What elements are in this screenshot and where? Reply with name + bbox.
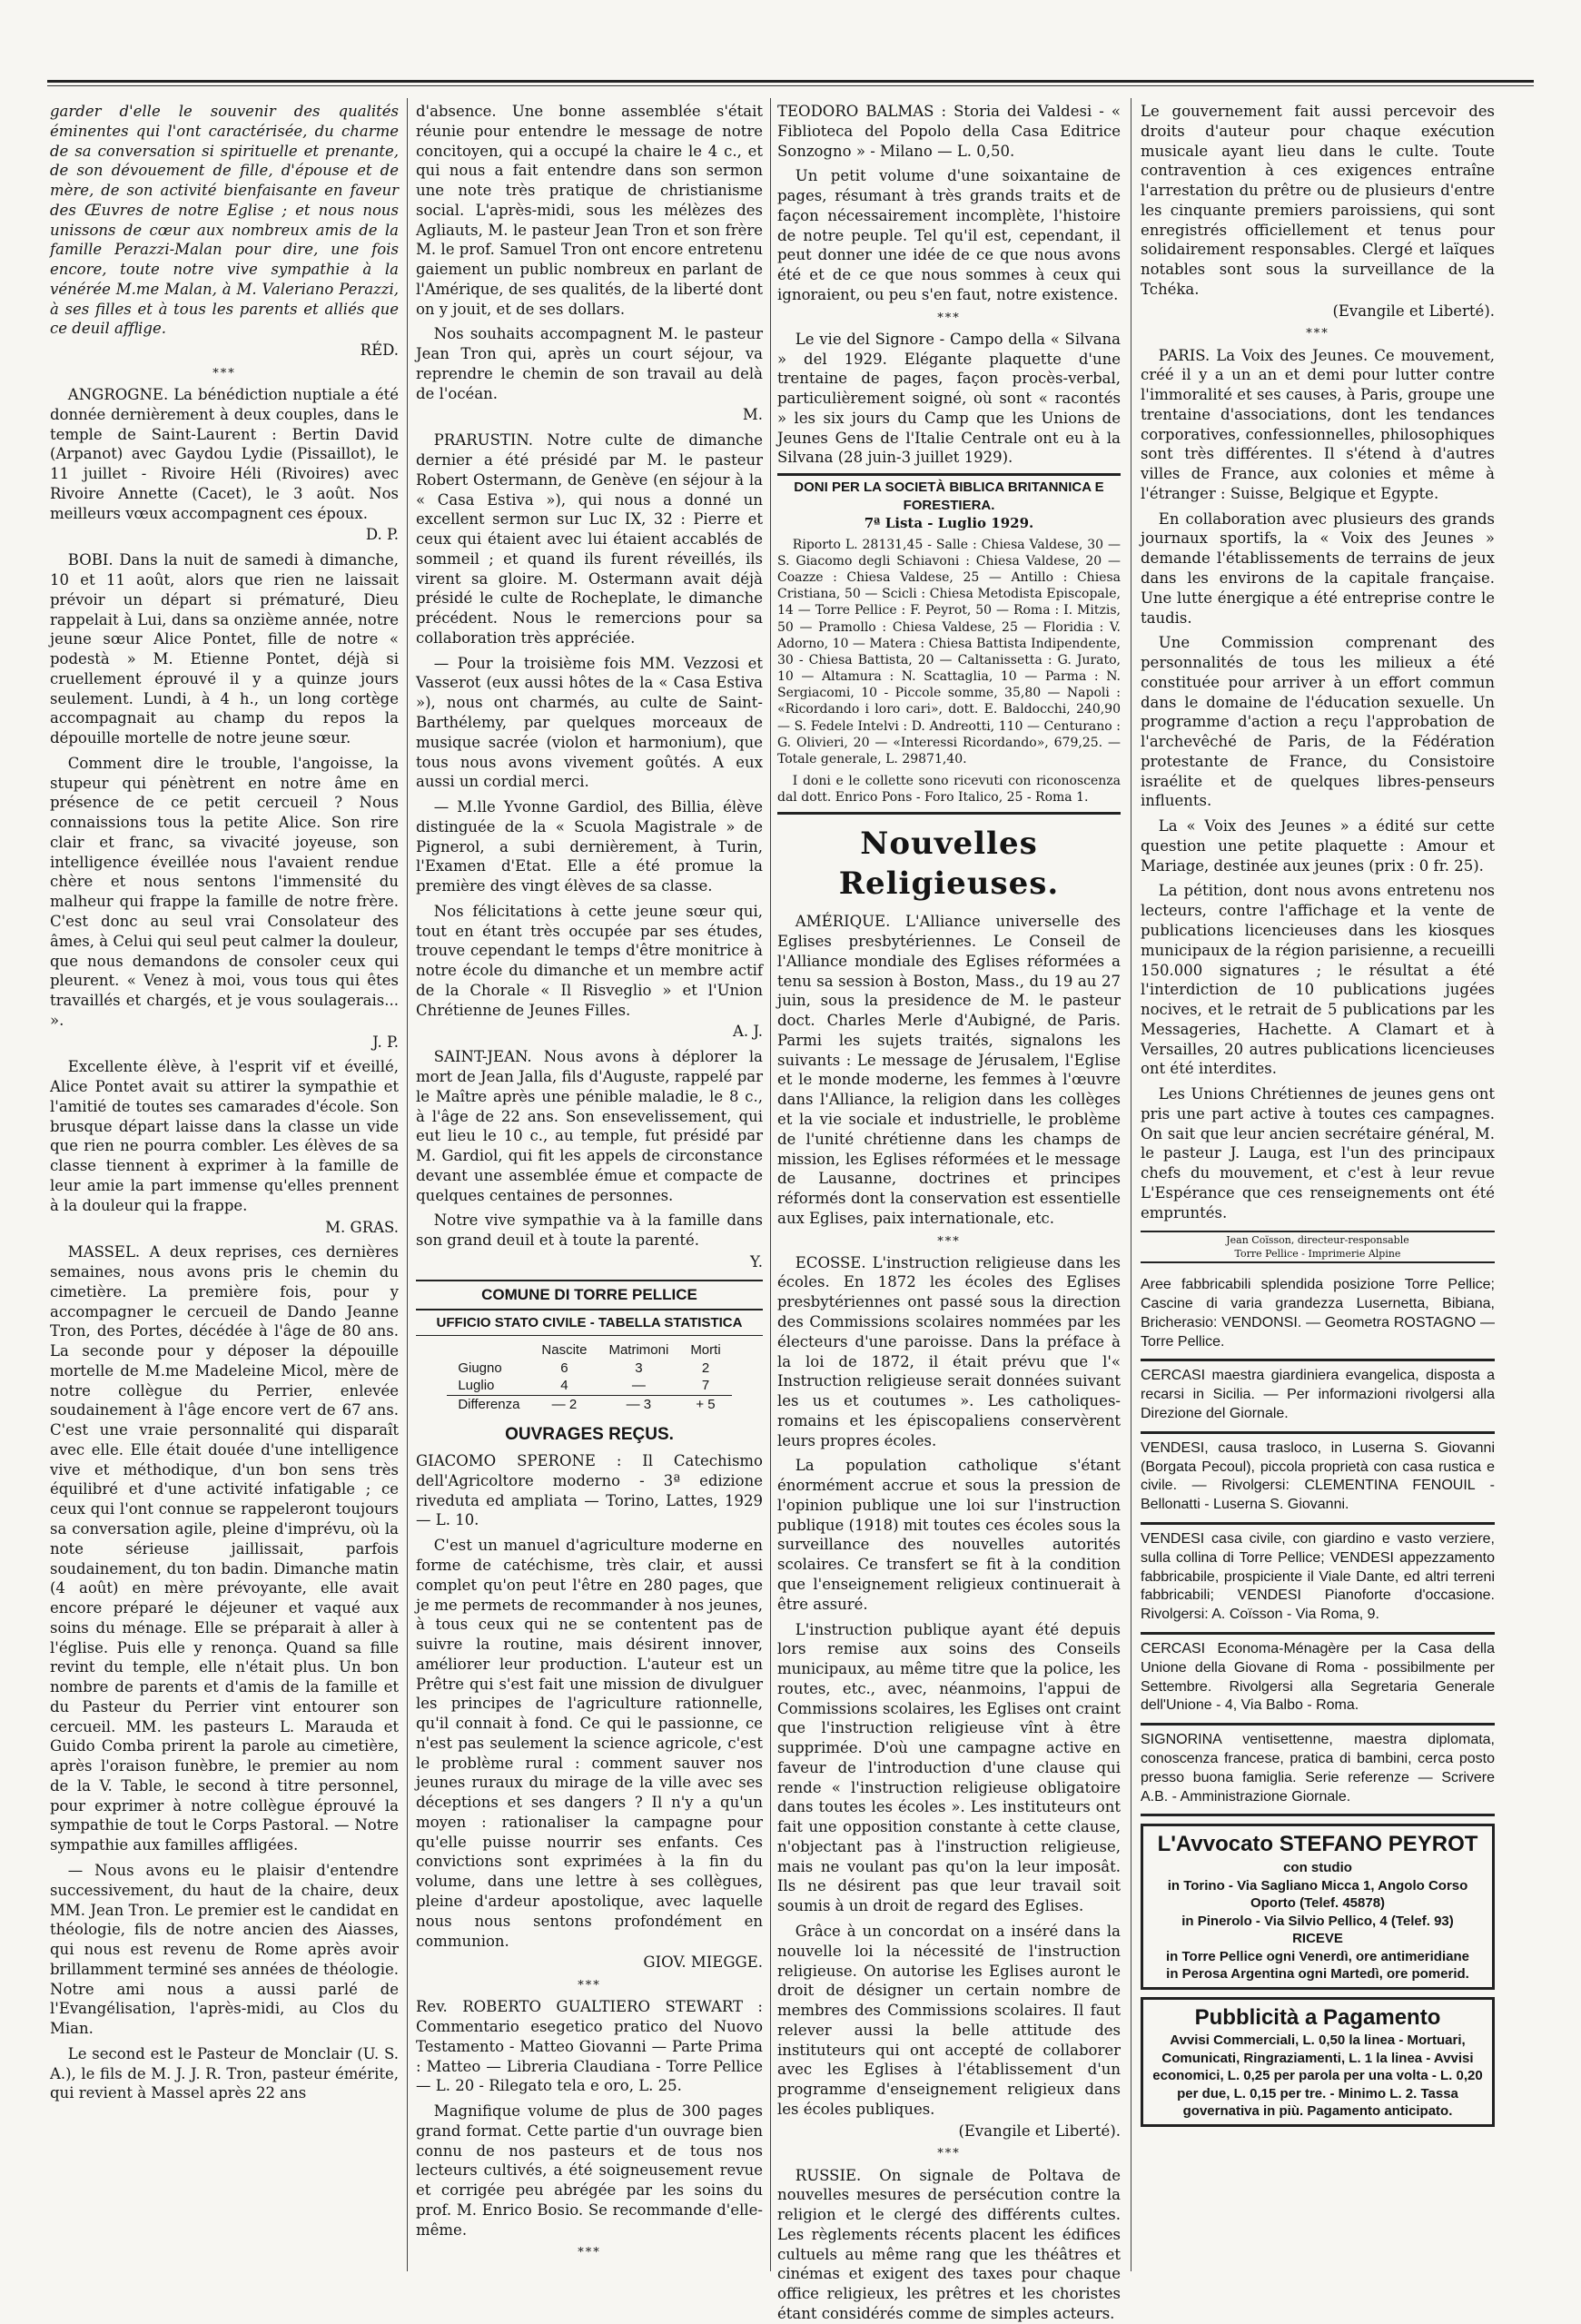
ufficio-title: UFFICIO STATO CIVILE - TABELLA STATISTICA xyxy=(416,1314,763,1336)
row-label: Luglio xyxy=(458,1378,495,1394)
row-label: Differenza xyxy=(458,1397,520,1413)
table-row xyxy=(447,1360,731,1378)
ouvrages-title: OUVRAGES REÇUS. xyxy=(505,1425,674,1445)
signature: RÉD. xyxy=(360,341,399,360)
ecosse-paragraph-4: Grâce à un concordat on a inséré dans la nouvelle loi la nécessité de l'instruction religieuse. On autorise les Eglises auront le droit de désigner un certain nombre de membres des Commissions scolaires. Il faut relever aussi la belle attitude des instituteurs qui ont accepté de collaborer avec les Eglises à l'établissement d'un programme d'enseignement religieux dans les écoles publiques. xyxy=(777,1922,1121,2118)
russie-paragraph: RUSSIE. On signale de Poltava de nouvelles mesures de persécution contre la religion et le clergé des différents cultes. Les règlements récents placent les édifices cultuels au même rang que les théâtres et cinémas et exigent des taxes pour chaque office religieux, les prêtres et les choristes étant considérés comme de simples acteurs. xyxy=(777,2166,1121,2322)
prarustin-paragraph-2: — Pour la troisième fois MM. Vezzosi et Vasserot (eux aussi hôtes de la « Casa Estiva »), nous ont charmés, au culte de Saint-Barthélemy, par quelques morceaux de musique sacrée (violon et harmonium), que tous nous avons vivement goûtés. A eux aussi un cordial merci. xyxy=(416,654,763,791)
massel-paragraph-3: Le second est le Pasteur de Monclair (U. S. A.), le fils de M. J. J. R. Tron, pasteur émérite, qui revient à Massel après 22 ans xyxy=(50,2044,399,2102)
balmas-review: Un petit volume d'une soixantaine de pages, résumant à très grands traits et de façon nécessairement incomplète, l'histoire de notre peuple. Tel qu'il est, cependant, il peut donner une idée de ce que nous avons été et de ce que nous sommes à ceux qui ignoraient, ou peu s'en faut, notre existence. xyxy=(777,167,1121,303)
imprint-director: Jean Coïsson, directeur-responsable xyxy=(1226,1233,1409,1246)
column-rule xyxy=(770,98,771,2271)
paris-paragraph-1: PARIS. La Voix des Jeunes. Ce mouvement, créé il y a un an et demi pour lutter contre l'immoralité et ses causes, à Paris, groupe une trentaine d'associations, dont les tendances corporatives, confessionnelles, philosophiques sont très différentes. Il s'étend à d'autres villes de France, aux colonies et même à l'étranger : Suisse, Belgique et Egypte. xyxy=(1141,346,1495,502)
separator-stars: *** xyxy=(1306,327,1329,341)
table-cell: 4 xyxy=(560,1378,568,1394)
souhaits-paragraph: Nos souhaits accompagnent M. le pasteur Jean Tron qui, après un court séjour, va reprendre le chemin de son travail au delà de l'océan. xyxy=(416,325,763,402)
separator-stars: *** xyxy=(212,366,236,381)
bobi-paragraph-3: Excellente élève, à l'esprit vif et éveillé, Alice Pontet avait su attirer la sympathie et l'amitié de toutes ses camarades d'école. Son brusque départ laisse dans la classe un vide que rien ne pourra combler. Les élèves de sa classe tiennent à exprimer à la famille de leur amie la part immense qu'elles prennent à la douleur qui la frappe. xyxy=(50,1058,399,1214)
paris-paragraph-2: En collaboration avec plusieurs des grands journaux sportifs, la « Voix des Jeunes » demande l'établissements de terrains de jeux dans les environs de la capitale française. Une lutte énergique a été entreprise contre le taudis. xyxy=(1141,509,1495,627)
column-4 xyxy=(1141,102,1495,2271)
amerique-paragraph: AMÉRIQUE. L'Alliance universelle des Eglises presbytériennes. Le Conseil de l'Alliance mondiale des Eglises réformées a tenu sa session à Boston, Mass., du 19 au 27 juin, sous la presidence de M. le pasteur doct. Charles Merle d'Aubigné, de Paris. Parmi les sujets traités, signalons les suivants : Le message de Jérusalem, l'Eglise et le monde moderne, les femmes à l'œuvre dans l'Alliance, la religion dans les collèges et la vie sociale et industrielle, le problème de l'unité chrétienne dans les champs de mission, les Eglises réformées et le message de Lausanne, doctrines et principes réformés dont la conservation est essentielle aux Eglises, paix internationale, etc. xyxy=(777,913,1121,1227)
ad-signorina: SIGNORINA ventisettenne, maestra diplomata, conoscenza francese, pratica di bambini, cerca posto presso buona famiglia. Serie referenze — Scrivere A.B. - Amministrazione Giornale. xyxy=(1141,1726,1495,1816)
paris-paragraph-3: Une Commission comprenant des personnalités de tous les milieux a été constituée pour arriver à un effort commun dans le domaine de l'éducation sexuelle. Un programme d'action a reçu l'approbation de l'archevêché de Paris, de la Fédération protestante de France, du Consistoire israélite et de quelques libres-penseurs influents. xyxy=(1141,634,1495,810)
ecosse-paragraph-3: L'instruction publique ayant été depuis lors remise aux soins des Conseils municipaux, au même titre que la police, les routes, etc., avec, néanmoins, l'appui de Commissions scolaires, les Eglises ont craint que l'instruction religieuse vînt à être supprimée. D'où une campagne active en faveur de l'introduction d'une clause qui rende « l'instruction religieuse obligatoire dans toutes les écoles ». Les instituteurs ont fait une opposition constante à cette clause, n'objectant pas à l'instruction religieuse, mais ne voulant pas qu'on la leur imposât. Ils ne désirent pas que leur travail soit soumis à un droit de regard des Eglises. xyxy=(777,1620,1121,1915)
separator-stars: *** xyxy=(937,1234,961,1249)
massel-continued: d'absence. Une bonne assemblée s'était réunie pour entendre le message de notre concitoyen, qui a occupé la chaire le 4 c., et qui nous a fait entendre dans son sermon une note très pratique de christianisme social. L'après-midi, sous les mélèzes des Agliauts, M. le pasteur Jean Tron et son frère M. le prof. Samuel Tron ont encore entretenu gaiement un public nombreux en parlant de l'Amérique, de ses qualités, de la liberté dont on y jouit, et de ses dollars. xyxy=(416,103,763,318)
prarustin-paragraph-4: Nos félicitations à cette jeune sœur qui, tout en étant très occupée par ses études, trouve cependant le temps d'être monitrice à notre école du dimanche et un membre actif de la Chorale « Il Risveglio » et l'Union Chrétienne de Jeunes Filles. xyxy=(416,902,763,1019)
doni-title: DONI PER LA SOCIETÀ BIBLICA BRITANNICA E FORESTIERA. xyxy=(777,473,1121,515)
prarustin-paragraph-3: — M.lle Yvonne Gardiol, des Billia, élève distinguée de la « Scuola Magistrale » de Pignerol, a subi dernièrement, à Turin, l'Examen d'Etat. Elle a été promue la première des vingt élèves de sa classe. xyxy=(416,798,763,895)
ad-avvocato-box xyxy=(1141,1824,1495,1989)
table-cell: — xyxy=(631,1378,646,1394)
ouvrage-1-review: C'est un manuel d'agriculture moderne en forme de catéchisme, très clair, et aussi complet qu'on peut l'être en 280 pages, que je me permets de recommander à nos jeunes, à tous ceux qui ne se contentent pas de suivre la routine, mais désirent innover, améliorer leur production. L'auteur est un Prêtre qui s'est fait une mission de divulguer les principes de l'agriculture rationnelle, qu'il connait à fond. Ce qui le passionne, ce n'est pas seulement la science agricole, c'est le problème rural : comment sauver nos jeunes ruraux du mirage de la ville avec ses déceptions et ses dangers ? Il n'y a qu'un moyen : rationaliser la campagne pour qu'elle puisse nourrir ses enfants. Ces convictions sont exprimées à la fin du volume, dans une lettre à ses collègues, pleine d'ardeur apostolique, avec laquelle nous nous sentons profondément en communion. xyxy=(416,1537,763,1950)
ecosse-paragraph-2: La population catholique s'étant énormément accrue et sous la pression de l'opinion publique une loi sur l'instruction publique (1918) mit toutes ces écoles sous la surveillance des nouvelles autorités scolaires. Ce transfert se fit à la condition que l'enseignement religieux continuerait à être assuré. xyxy=(777,1457,1121,1613)
saint-jean-paragraph-1: SAINT-JEAN. Nous avons à déplorer la mort de Jean Jalla, fils d'Auguste, rappelé par le Maître après une pénible maladie, le 8 c., à l'âge de 22 ans. Son ensevelissement, qui eut lieu le 10 c., au temple, fut présidé par M. Gardiol, qui fit les appels de circonstance devant une assemblée émue et compacte de quelques centaines de personnes. xyxy=(416,1048,763,1204)
paris-paragraph-4: La « Voix des Jeunes » a édité sur cette question une petite plaquette : Amour et Mariage, destinée aux jeunes (prix : 0 fr. 25). xyxy=(1141,817,1495,875)
ad-pubblicita-text: Avvisi Commerciali, L. 0,50 la linea - Mortuari, Comunicati, Ringraziamenti, L. 1 la linea - Avvisi economici, L. 0,25 per parola per una volta - L. 0,20 per due, L. 0,15 per tre. - Minimo L. 2. Tassa governativa in più. Pagamento anticipato. xyxy=(1152,2032,1483,2120)
ad-cercasi-maestra: CERCASI maestra giardiniera evangelica, disposta a recarsi in Sicilia. — Per informazioni rivolgersi alla Direzione del Giornale. xyxy=(1141,1361,1495,1433)
ad-avvocato-line: in Pinerolo - Via Silvio Pellico, 4 (Telef. 93) xyxy=(1181,1913,1454,1929)
ad-avvocato-title: L'Avvocato STEFANO PEYROT xyxy=(1157,1832,1478,1857)
vie-paragraph: Le vie del Signore - Campo della « Silvana » del 1929. Elégante plaquette d'une trentaine de pages, façon procès-verbal, particulièrement soigné, où sont « racontés » les six jours du Camp que les Unions de Jeunes Gens de l'Italie Centrale ont eu à la Silvana (28 juin-3 juillet 1929). xyxy=(777,330,1121,467)
prarustin-paragraph-1: PRARUSTIN. Notre culte de dimanche dernier a été présidé par M. le pasteur Robert Ostermann, de Genève (en séjour à la « Casa Estiva »), qui nous a donné un excellent sermon sur Luc IX, 32 : Pierre et ceux qui étaient avec lui étaient accablés de sommeil ; et quand ils furent réveillés, ils virent sa gloire. M. Ostermann avait déjà présidé le culte de Rocheplate, le dimanche précédent. Nous le remercions pour sa collaboration très appréciée. xyxy=(416,431,763,647)
table-cell: — 2 xyxy=(551,1397,578,1413)
doni-list: Riporto L. 28131,45 - Salle : Chiesa Valdese, 30 — S. Giacomo degli Schiavoni : Chiesa Valdese, 20 — Coazze : Chiesa Valdese, 25 — Antillo : Chiesa Cristiana, 50 — Scicli : Chiesa Metodista Episcopale, 14 — Torre Pellice : F. Peyrot, 50 — Roma : I. Mitzis, 50 — Pramollo : Chiesa Valdese, 25 — Floridia : V. Adorno, 10 — Matera : Chiesa Battista Indipendente, 30 - Chiesa Battista, 20 — Caltanissetta : G. Jurato, 10 — Altamura : N. Scattaglia, 10 — Parma : N. Sergiacomi, 10 - Piccole somme, 35,80 — Napoli : «Ricordando i loro cari», dott. E. Baldocchi, 240,90 — S. Fedele Intelvi : D. Andreotti, 110 — Centurano : G. Olivieri, 20 — «Interessi Ricordando», 679,25. — Totale generale, L. 29871,40. xyxy=(777,537,1121,766)
ouvrage-2-ref: Rev. ROBERTO GUALTIERO STEWART : Commentario esegetico pratico del Nuovo Testamento - Matteo Giovanni — Parte Prima : Matteo — Libreria Claudiana - Torre Pellice — L. 20 - Rilegato tela e oro, L. 25. xyxy=(416,1998,763,2095)
angrogne-paragraph: ANGROGNE. La bénédiction nuptiale a été donnée dernièrement à deux couples, dans le temple de Saint-Laurent : Bertin David (Arpanot) avec Gaydou Lydie (Pissaillot), le 11 juillet - Rivoire Héli (Rivoires) avec Rivoire Annette (Cacet), le 3 août. Nos meilleurs vœux accompagnent ces époux. xyxy=(50,386,399,522)
signature: GIOV. MIEGGE. xyxy=(643,1953,763,1972)
ad-vendesi-casa: VENDESI casa civile, con giardino e vasto verziere, sulla collina di Torre Pellice; VENDESI appezzamento fabbricabile, prospiciente il Viale Dante, ed altri terreni fabbricabili; VENDESI Pianoforte d'occasione. Rivolgersi: A. Coïsson - Via Roma, 9. xyxy=(1141,1525,1495,1635)
table-cell: 7 xyxy=(701,1378,710,1394)
signature: (Evangile et Liberté). xyxy=(958,2121,1121,2140)
separator-stars: *** xyxy=(578,1979,601,1993)
table-header: Morti xyxy=(690,1341,721,1358)
ad-avvocato-line: RICEVE xyxy=(1292,1931,1343,1947)
ad-avvocato-line: in Torino - Via Sagliano Micca 1, Angolo Corso Oporto (Telef. 45878) xyxy=(1167,1877,1468,1912)
paris-paragraph-6: Les Unions Chrétiennes de jeunes gens ont pris une part active à toutes ces campagnes. On sait que leur ancien secrétaire général, M. le pasteur J. Lauga, est l'un des principaux chefs du mouvement, et c'est à leur revue L'Espérance que ces renseignements ont été empruntés. xyxy=(1141,1085,1495,1221)
balmas-ref: TEODORO BALMAS : Storia dei Valdesi - « Fiblioteca del Popolo della Casa Editrice Sonzogno » - Milano — L. 0,50. xyxy=(777,103,1121,160)
signature: D. P. xyxy=(365,526,399,544)
signature: (Evangile et Liberté). xyxy=(1332,302,1495,320)
column-rule xyxy=(407,98,408,2271)
nouvelles-title: Nouvelles Religieuses. xyxy=(838,825,1060,903)
signature: M. xyxy=(742,406,763,424)
ouvrage-2-review: Magnifique volume de plus de 300 pages grand format. Cette partie d'un ouvrage bien connu de nos pasteurs et de tous nos lecteurs cultivés, a été soigneusement revue et corrigée peu abrégée par les soins du prof. M. Enrico Bosio. Se recommande d'elle-même. xyxy=(416,2102,763,2239)
signature: M. GRAS. xyxy=(325,1218,399,1236)
saint-jean-paragraph-2: Notre vive sympathie va à la famille dans son grand deuil et à toute la parenté. xyxy=(416,1211,763,1250)
imprint-printer: Torre Pellice - Imprimerie Alpine xyxy=(1234,1247,1401,1260)
top-rule-thin xyxy=(47,85,1534,86)
row-label: Giugno xyxy=(458,1360,502,1376)
russie-continued: Le gouvernement fait aussi percevoir des droits d'auteur pour chaque exécution musicale ayant lieu dans le culte. Toute contravention à ces exigences entraîne l'arrestation du prêtre ou de plusieurs d'entre les cinquante premiers paroissiens, qui sont enregistrés officiellement et tenus pour solidairement responsables. Clergé et laïques notables sont sous la surveillance de la Tchéka. xyxy=(1141,103,1495,298)
signature: J. P. xyxy=(372,1033,399,1051)
table-header: Matrimoni xyxy=(608,1341,669,1358)
ad-pubblicita-title: Pubblicità a Pagamento xyxy=(1194,2004,1441,2030)
bobi-paragraph-2: Comment dire le trouble, l'angoisse, la stupeur qui pénètrent en notre âme en présence de ce petit cercueil ? Nous connaissions tous la petite Alice. Son rire clair et franc, sa vivacité joyeuse, son intelligence éveillée nous l'avaient rendue chère et nous sentons l'immensité du malheur qui frappe la famille de notre frère. C'est donc au seul vrai Consolateur des âmes, à Celui qui seul peut calmer la douleur, que nous demandons de consoler ceux qui pleurent. « Venez à moi, vous tous qui êtes travaillés et chargés, et je vous soulagerais... ». xyxy=(50,754,399,1029)
doni-subtitle: 7ª Lista - Luglio 1929. xyxy=(864,514,1034,531)
massel-paragraph-2: — Nous avons eu le plaisir d'entendre successivement, du haut de la chaire, deux MM. Jean Tron. Le premier est le candidat en théologie, fils de notre ancien des Aiasses, qui nous est revenu de Rome après avoir brillamment terminé ses années de théologie. Notre ami nous a aussi parlé de l'Evangélisation, l'après-midi, au Clos du Mian. xyxy=(50,1862,399,2038)
comune-title: COMUNE DI TORRE PELLICE xyxy=(416,1280,763,1310)
table-cell: 6 xyxy=(560,1360,568,1376)
separator-stars: *** xyxy=(937,2147,961,2161)
table-cell: — 3 xyxy=(626,1397,652,1413)
statistics-table xyxy=(447,1341,731,1414)
table-cell: 3 xyxy=(635,1360,643,1376)
ad-avvocato-line: con studio xyxy=(1283,1860,1352,1876)
ad-avvocato-line: in Perosa Argentina ogni Martedì, ore pomerid. xyxy=(1166,1966,1469,1983)
table-cell: + 5 xyxy=(696,1397,716,1413)
bobi-paragraph-1: BOBI. Dans la nuit de samedi à dimanche, 10 et 11 août, alors que rien ne laissait prévoir un départ si prématuré, Dieu rappelait à Lui, dans sa onzième année, notre jeune sœur Alice Pontet, fille de notre « podestà » M. Etienne Pontet, déjà si cruellement éprouvé il y a quinze jours seulement. Lundi, à 4 h., un long cortège accompagnait au champ du repos la dépouille mortelle de notre jeune sœur. xyxy=(50,551,399,747)
ecosse-paragraph-1: ECOSSE. L'instruction religieuse dans les écoles. En 1872 les écoles des Eglises presbytériennes ont passé sous la direction des Commissions scolaires nommées par les électeurs d'une paroisse. Dans la préface à la loi de 1872, il était prévu que l'« Instruction religieuse serait données suivant les us et coutumes ». Les catholiques-romains et les épiscopaliens conservèrent leurs propres écoles. xyxy=(777,1253,1121,1449)
column-2 xyxy=(416,102,763,2271)
ad-pubblicita-box xyxy=(1141,1997,1495,2127)
ad-aree: Aree fabbricabili splendida posizione Torre Pellice; Cascine di varia grandezza Lusernetta, Bibiana, Bricherasio: VENDONSI. — Geometra ROSTAGNO — Torre Pellice. xyxy=(1141,1271,1495,1361)
intro-paragraph: garder d'elle le souvenir des qualités éminentes qui l'ont caractérisée, du charme de sa conversation si spirituelle et prenante, de son dévouement de fille, d'épouse et de mère, de son activité bienfaisante en faveur des Œuvres de notre Eglise ; et nous nous unissons de cœur aux nombreux amis de la famille Perazzi-Malan pour dire, une fois encore, toute notre vive sympathie à la vénérée M.me Malan, à M. Valeriano Perazzi, à ses filles et à tous les parents et alliés que ce deuil afflige. xyxy=(50,103,399,338)
doni-note: I doni e le collette sono ricevuti con riconoscenza dal dott. Enrico Pons - Foro Italico, 25 - Roma 1. xyxy=(777,773,1121,814)
ad-cercasi-economa: CERCASI Economa-Ménagère per la Casa della Unione della Giovane di Roma - possibilmente per Settembre. Rivolgersi alla Segretaria Generale dell'Unione - 4, Via Balbo - Roma. xyxy=(1141,1635,1495,1726)
ad-avvocato-line: in Torre Pellice ogni Venerdì, ore antimeridiane xyxy=(1166,1948,1469,1964)
ouvrage-1-ref: GIACOMO SPERONE : Il Catechismo dell'Agricoltore moderno - 3ª edizione riveduta ed ampliata — Torino, Lattes, 1929 — L. 10. xyxy=(416,1452,763,1529)
signature: Y. xyxy=(749,1252,763,1271)
table-row xyxy=(447,1396,731,1414)
paris-paragraph-5: La pétition, dont nous avons entretenu nos lecteurs, contre l'affichage et la vente de publications licencieuses dans les kiosques municipaux de la région parisienne, a recueilli 150.000 signatures ; le résultat a été l'interdiction de 10 publications jugées nocives, et le retrait de 5 publications par les Messageries, Hachette. A Clamart et à Versailles, 20 autres publications licencieuses ont été interdites. xyxy=(1141,882,1495,1078)
column-3 xyxy=(777,102,1121,2322)
table-cell: 2 xyxy=(701,1360,710,1376)
ad-vendesi-trasloco: VENDESI, causa trasloco, in Luserna S. Giovanni (Borgata Pecoul), piccola proprietà con casa rustica e civile. — Rivolgersi: CLEMENTINA FENOUIL - Bellonatti - Luserna S. Giovanni. xyxy=(1141,1434,1495,1525)
massel-paragraph-1: MASSEL. A deux reprises, ces dernières semaines, nous avons pris le chemin du cimetière. La première fois, pour y accompagner le cercueil de Dando Jeanne Tron, des Portes, décédée à l'âge de 80 ans. La seconde pour y déposer la dépouille mortelle de M.me Madeleine Micol, mère de notre collègue du Perrier, enlevée soudainement à l'âge encore vert de 67 ans. C'est une vraie personnalité qui disparaît avec elle. Elle était douée d'une intelligence vive et méthodique, d'un bon sens très équilibré et d'une activité infatigable ; ce ceux qui l'ont connue se rappeleront toujours sa conversation agile, pleine d'imprévu, où la note sérieuse jaillissait, parfois soudainement, du ton badin. Dimanche matin (4 août) en mère prévoyante, elle avait encore préparé le déjeuner et vaqué aux soins du ménage. Elle se préparait à aller à l'église. Puis elle y renonça. Quand sa fille revint du temple, elle n'était plus. Un bon nombre de parents et d'amis de la famille et du Pasteur du Perrier vint entourer son cercueil. MM. les pasteurs L. Marauda et Guido Comba prirent la parole au cimetière, après l'oraison funèbre, le premier au nom de la V. Table, le second à titre personnel, pour exprimer à notre collègue éprouvé la sympathie de tout le Corps Pastoral. — Notre sympathie aux familles affligées. xyxy=(50,1243,399,1854)
imprint xyxy=(1141,1231,1495,1264)
table-row xyxy=(447,1377,731,1395)
column-1 xyxy=(50,102,399,2271)
separator-stars: *** xyxy=(937,311,961,325)
separator-stars: *** xyxy=(578,2246,601,2260)
signature: A. J. xyxy=(733,1023,763,1041)
top-rule xyxy=(47,80,1534,83)
table-header: Nascite xyxy=(541,1341,588,1358)
